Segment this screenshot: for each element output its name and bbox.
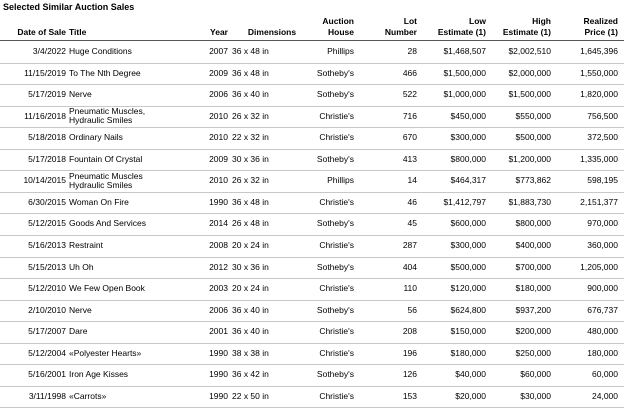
cell-year: 1990 [209,196,228,207]
cell-price: 480,000 [587,326,618,337]
cell-price: 2,151,377 [580,196,618,207]
cell-price: 1,335,000 [580,153,618,164]
row-divider [0,343,624,344]
cell-date: 5/17/2018 [28,153,66,164]
cell-high: $937,200 [515,304,551,315]
cell-title-line: To The Nth Degree [69,67,141,78]
cell-price: 676,737 [587,304,618,315]
cell-low: $180,000 [450,347,486,358]
cell-dim: 20 x 24 in [232,283,269,294]
cell-title-line: Restraint [69,239,104,250]
header-date-of-sale: Date of Sale [17,27,66,37]
cell-house: Sotheby's [316,67,354,78]
cell-date: 5/16/2001 [28,369,66,380]
table-title: Selected Similar Auction Sales [3,2,135,12]
cell-title-line: Huge Conditions [69,46,132,57]
cell-dim: 30 x 36 in [232,261,269,272]
cell-price: 60,000 [592,369,618,380]
cell-lot: 522 [402,89,417,100]
cell-date: 3/11/1998 [28,390,66,401]
cell-dim: 36 x 40 in [232,304,269,315]
cell-year: 2008 [209,239,228,250]
cell-dim: 38 x 38 in [232,347,269,358]
cell-title-line: Hydraulic Smiles [69,115,133,126]
cell-lot: 110 [403,283,417,294]
cell-lot: 46 [407,196,417,207]
cell-dim: 36 x 48 in [232,67,269,78]
cell-house: Phillips [327,175,354,186]
row-divider [0,84,624,85]
cell-house: Sotheby's [316,261,354,272]
row-divider [0,235,624,236]
cell-dim: 36 x 48 in [232,196,269,207]
cell-year: 2009 [209,67,228,78]
cell-lot: 208 [402,326,417,337]
row-divider [0,278,624,279]
header-high-estimate: High Estimate (1) [502,16,551,37]
cell-low: $600,000 [450,218,486,229]
cell-house: Phillips [327,46,354,57]
cell-title-line: Iron Age Kisses [69,369,129,380]
cell-price: 24,000 [592,390,618,401]
cell-high: $180,000 [515,283,551,294]
cell-high: $1,200,000 [508,153,551,164]
header-title: Title [69,27,87,37]
cell-dim: 26 x 32 in [232,110,269,121]
cell-price: 598,195 [587,175,618,186]
row-divider [0,321,624,322]
cell-high: $60,000 [520,369,551,380]
cell-high: $800,000 [515,218,551,229]
cell-dim: 26 x 32 in [232,175,269,186]
cell-low: $300,000 [450,239,486,250]
cell-date: 2/10/2010 [28,304,66,315]
cell-lot: 45 [407,218,417,229]
cell-low: $500,000 [450,261,486,272]
cell-title-line: «Carrots» [69,390,107,401]
cell-title-line: Pneumatic Muscles, [69,105,146,116]
cell-date: 6/30/2015 [28,196,66,207]
cell-date: 5/18/2018 [28,132,66,143]
row-divider [0,364,624,365]
cell-title-line: Ordinary Nails [69,132,123,143]
cell-title-line: Pneumatic Muscles [69,170,143,181]
cell-year: 1990 [209,347,228,358]
cell-year: 2003 [209,283,228,294]
cell-house: Christie's [319,326,354,337]
cell-title-line: Fountain Of Crystal [69,153,143,164]
cell-low: $1,500,000 [443,67,486,78]
cell-lot: 670 [402,132,417,143]
cell-house: Christie's [319,347,354,358]
cell-date: 5/12/2004 [28,347,66,358]
cell-high: $2,002,510 [508,46,551,57]
cell-low: $624,800 [450,304,486,315]
cell-lot: 153 [402,390,417,401]
cell-date: 3/4/2022 [32,46,66,57]
cell-low: $1,412,797 [443,196,486,207]
cell-high: $1,500,000 [508,89,551,100]
cell-dim: 36 x 40 in [232,326,269,337]
cell-date: 5/12/2010 [28,283,66,294]
cell-dim: 36 x 48 in [232,46,269,57]
cell-date: 5/17/2019 [28,89,66,100]
cell-low: $450,000 [450,110,486,121]
cell-year: 2006 [209,304,228,315]
cell-high: $773,862 [515,175,551,186]
cell-year: 2001 [209,326,228,337]
cell-high: $700,000 [515,261,551,272]
cell-lot: 14 [407,175,417,186]
cell-house: Christie's [319,132,354,143]
cell-dim: 36 x 42 in [232,369,269,380]
cell-date: 5/16/2013 [28,239,66,250]
cell-lot: 466 [402,67,417,78]
cell-high: $500,000 [515,132,551,143]
cell-date: 5/12/2015 [28,218,66,229]
cell-price: 1,205,000 [580,261,618,272]
cell-low: $150,000 [450,326,486,337]
cell-lot: 56 [407,304,417,315]
cell-lot: 126 [402,369,417,380]
cell-house: Christie's [319,239,354,250]
cell-year: 2012 [209,261,228,272]
cell-house: Sotheby's [316,89,354,100]
cell-low: $1,000,000 [443,89,486,100]
cell-price: 372,500 [587,132,618,143]
cell-title-line: Nerve [69,89,92,100]
cell-title-line: Nerve [69,304,92,315]
cell-low: $1,468,507 [443,46,486,57]
row-divider [0,63,624,64]
cell-lot: 413 [402,153,417,164]
cell-price: 756,500 [587,110,618,121]
row-divider [0,300,624,301]
cell-low: $20,000 [455,390,486,401]
cell-lot: 287 [402,239,417,250]
header-realized-price: Realized Price (1) [583,16,618,37]
row-divider [0,192,624,193]
cell-year: 2010 [209,175,228,186]
cell-date: 11/15/2019 [24,67,66,78]
header-low-estimate: Low Estimate (1) [437,16,486,37]
cell-dim: 22 x 50 in [232,390,269,401]
header-dimensions: Dimensions [247,27,297,37]
cell-price: 900,000 [587,283,618,294]
row-divider [0,407,624,408]
cell-house: Christie's [319,110,354,121]
cell-title-line: Uh Oh [69,261,94,272]
cell-dim: 26 x 48 in [232,218,269,229]
row-divider [0,127,624,128]
cell-year: 1990 [209,390,228,401]
cell-lot: 196 [402,347,417,358]
cell-house: Sotheby's [316,153,354,164]
cell-high: $1,883,730 [508,196,551,207]
cell-high: $2,000,000 [508,67,551,78]
cell-price: 360,000 [587,239,618,250]
cell-high: $400,000 [515,239,551,250]
cell-title-line: Dare [69,326,88,337]
cell-house: Sotheby's [316,304,354,315]
cell-dim: 36 x 40 in [232,89,269,100]
header-auction-house: Auction House [322,16,354,37]
cell-house: Sotheby's [316,218,354,229]
cell-price: 970,000 [587,218,618,229]
row-divider [0,149,624,150]
cell-dim: 30 x 36 in [232,153,269,164]
cell-low: $464,317 [450,175,486,186]
cell-house: Christie's [319,196,354,207]
cell-house: Christie's [319,283,354,294]
cell-title-line: Hydraulic Smiles [69,180,133,191]
cell-low: $120,000 [450,283,486,294]
cell-year: 2009 [209,153,228,164]
cell-price: 1,645,396 [580,46,618,57]
cell-date: 11/16/2018 [24,110,66,121]
row-divider [0,386,624,387]
cell-date: 5/17/2007 [28,326,66,337]
cell-high: $250,000 [515,347,551,358]
cell-dim: 20 x 24 in [232,239,269,250]
cell-title-line: Woman On Fire [69,196,129,207]
cell-lot: 28 [407,46,417,57]
cell-lot: 404 [402,261,417,272]
cell-lot: 716 [402,110,417,121]
cell-house: Christie's [319,390,354,401]
cell-title-line: Goods And Services [69,218,147,229]
cell-year: 2010 [209,110,228,121]
cell-high: $200,000 [515,326,551,337]
header-lot-number: Lot Number [384,16,417,37]
cell-year: 2010 [209,132,228,143]
cell-house: Sotheby's [316,369,354,380]
cell-low: $40,000 [455,369,486,380]
cell-year: 2007 [209,46,228,57]
cell-date: 10/14/2015 [23,175,66,186]
cell-year: 2006 [209,89,228,100]
cell-price: 180,000 [587,347,618,358]
row-divider [0,213,624,214]
header-rule [0,40,624,41]
cell-high: $550,000 [515,110,551,121]
header-year: Year [210,27,228,37]
cell-price: 1,820,000 [580,89,618,100]
cell-low: $300,000 [450,132,486,143]
cell-title-line: «Polyester Hearts» [69,347,142,358]
row-divider [0,257,624,258]
cell-year: 1990 [209,369,228,380]
cell-high: $30,000 [520,390,551,401]
cell-price: 1,550,000 [580,67,618,78]
cell-low: $800,000 [450,153,486,164]
cell-title-line: We Few Open Book [69,283,145,294]
cell-dim: 22 x 32 in [232,132,269,143]
cell-date: 5/15/2013 [28,261,66,272]
cell-year: 2014 [209,218,228,229]
